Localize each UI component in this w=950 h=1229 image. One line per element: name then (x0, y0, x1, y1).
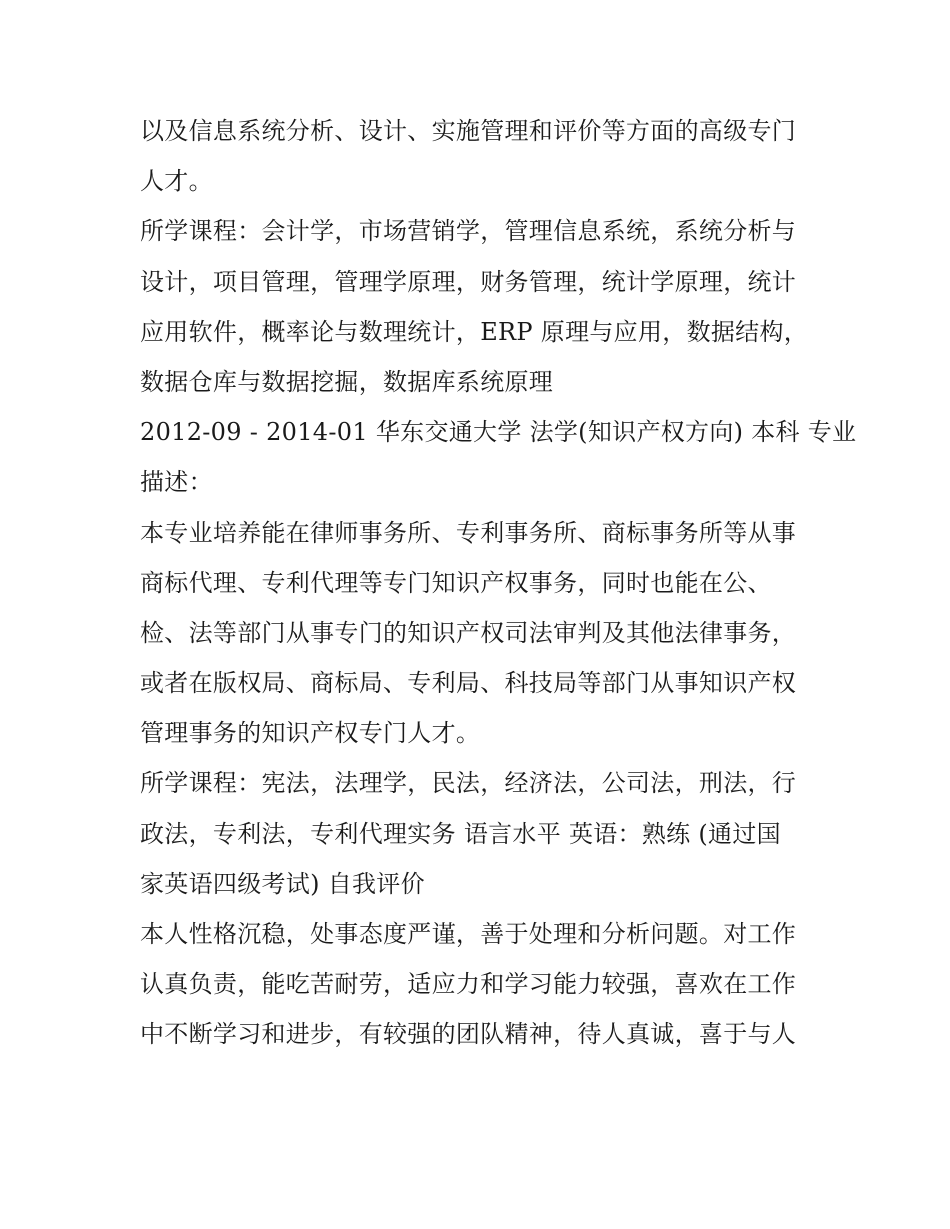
text-line: 认真负责，能吃苦耐劳，适应力和学习能力较强，喜欢在工作 (140, 970, 797, 999)
text-line: 本人性格沉稳，处事态度严谨，善于处理和分析问题。对工作 (140, 920, 797, 948)
text-line: 人才。 (140, 167, 213, 196)
text-line: 应用软件，概率论与数理统计，ERP 原理与应用，数据结构， (140, 317, 809, 346)
text-line: 所学课程：会计学，市场营销学，管理信息系统，系统分析与 (140, 217, 797, 246)
text-line: 以及信息系统分析、设计、实施管理和评价等方面的高级专门 (140, 117, 797, 145)
text-line: 描述： (140, 468, 213, 497)
text-line: 设计，项目管理，管理学原理，财务管理，统计学原理，统计 (140, 267, 797, 296)
text-line: 或者在版权局、商标局、专利局、科技局等部门从事知识产权 (140, 669, 797, 698)
text-line: 本专业培养能在律师事务所、专利事务所、商标事务所等从事 (140, 518, 797, 547)
text-line: 所学课程：宪法，法理学，民法，经济法，公司法，刑法，行 (140, 769, 797, 798)
text-line: 2012-09 - 2014-01 华东交通大学 法学(知识产权方向) 本科 专业 (140, 418, 857, 447)
text-line: 数据仓库与数据挖掘，数据库系统原理 (140, 367, 554, 396)
text-line: 检、法等部门从事专门的知识产权司法审判及其他法律事务， (140, 618, 797, 647)
text-line: 管理事务的知识产权专门人才。 (140, 719, 481, 748)
text-line: 家英语四级考试) 自我评价 (140, 869, 425, 898)
text-line: 政法，专利法，专利代理实务 语言水平 英语：熟练 (通过国 (140, 819, 781, 848)
document-body (140, 106, 857, 1060)
text-line: 中不断学习和进步，有较强的团队精神，待人真诚，喜于与人 (140, 1020, 797, 1049)
text-line: 商标代理、专利代理等专门知识产权事务，同时也能在公、 (140, 568, 772, 597)
